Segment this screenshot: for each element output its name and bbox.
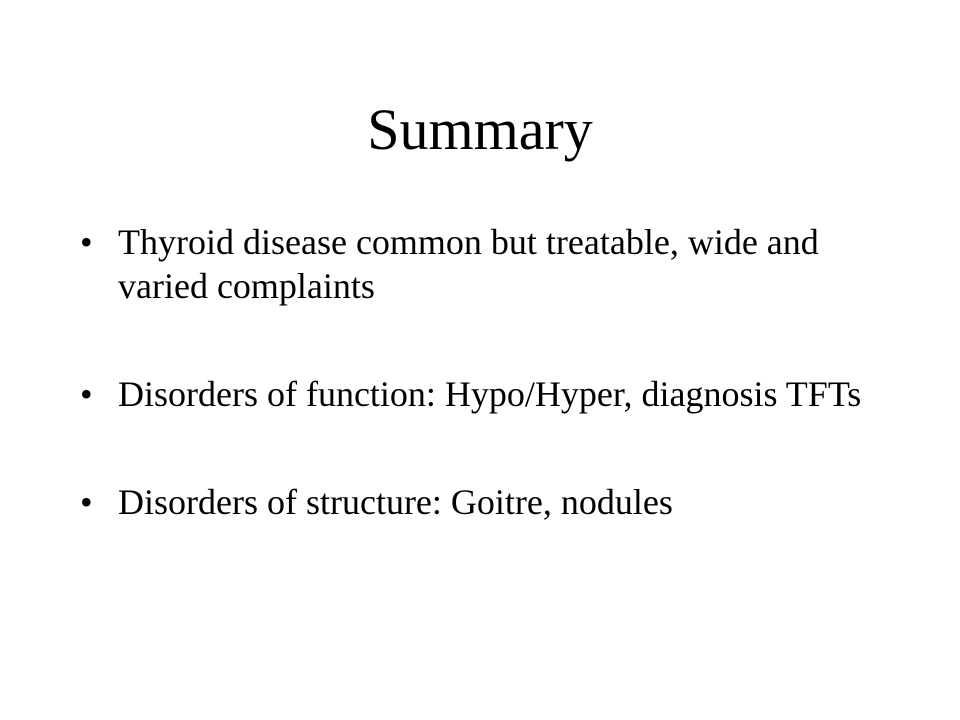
bullet-text: Thyroid disease common but treatable, wide and varied complaints: [118, 222, 819, 306]
bullet-icon: •: [80, 482, 93, 522]
bullet-text: Disorders of function: Hypo/Hyper, diagnosis TFTs: [118, 374, 862, 414]
slide-title: Summary: [367, 97, 593, 162]
bullet-text: Disorders of structure: Goitre, nodules: [118, 482, 673, 522]
bullet-list: [80, 220, 880, 524]
bullet-item-disorders-of-function: [80, 372, 880, 416]
bullet-icon: •: [80, 374, 93, 414]
bullet-item-thyroid-disease: [80, 220, 880, 308]
bullet-icon: •: [80, 222, 93, 262]
bullet-item-disorders-of-structure: [80, 480, 880, 524]
